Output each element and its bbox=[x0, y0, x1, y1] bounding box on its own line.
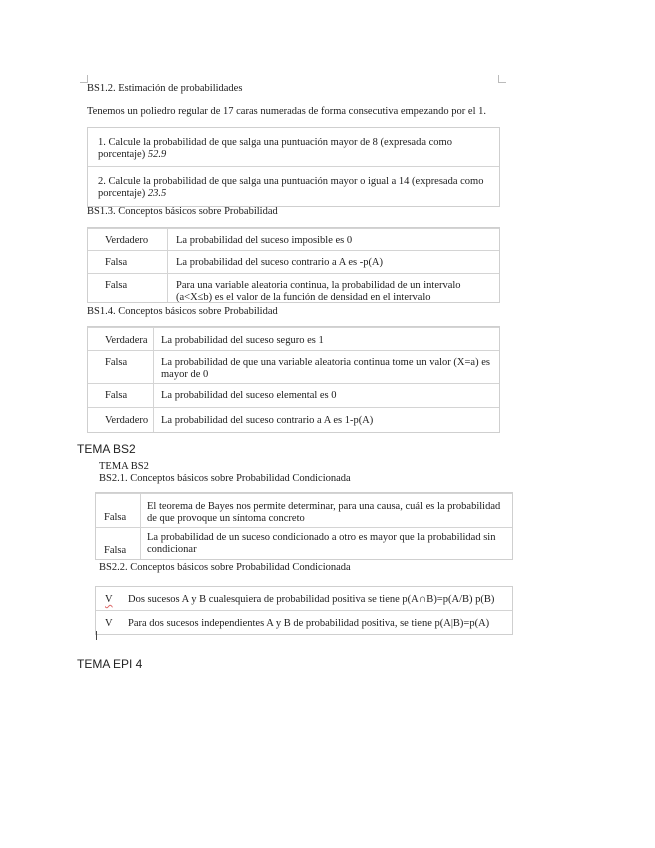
statement-cell: La probabilidad del suceso contrario a A es -p(A) bbox=[176, 257, 384, 268]
statement-cell: Para una variable aleatoria continua, la probabilidad de un intervalo (a<X≤b) es el valor de la función de densidad en el intervalo bbox=[176, 280, 461, 303]
true-false-table-bs21 bbox=[95, 492, 513, 560]
page-corner-mark-left bbox=[80, 75, 88, 83]
table-row bbox=[88, 327, 499, 351]
verdict-cell: Falsa bbox=[105, 257, 128, 268]
statement-cell: La probabilidad de que una variable aleatoria continua tome un valor (X=a) es mayor de 0 bbox=[161, 357, 490, 380]
verdict-cell: V bbox=[105, 618, 113, 629]
question-text bbox=[98, 176, 490, 200]
question-row bbox=[88, 128, 499, 166]
verdict-cell: Falsa bbox=[104, 545, 127, 556]
section-heading-bs13: BS1.3. Conceptos básicos sobre Probabilidad bbox=[87, 206, 278, 217]
table-row bbox=[88, 383, 499, 408]
table-row bbox=[96, 587, 512, 610]
section-heading-bs12: BS1.2. Estimación de probabilidades bbox=[87, 83, 243, 94]
section-heading-bs21: BS2.1. Conceptos básicos sobre Probabilidad Condicionada bbox=[99, 473, 351, 484]
section-heading-bs22: BS2.2. Conceptos básicos sobre Probabilidad Condicionada bbox=[99, 562, 351, 573]
statement-cell: Para dos sucesos independientes A y B de probabilidad positiva, se tiene p(A|B)=p(A) bbox=[128, 618, 490, 629]
table-row bbox=[88, 350, 499, 384]
statement-cell: La probabilidad del suceso elemental es 0 bbox=[161, 390, 337, 401]
question-2-answer: 23.5 bbox=[147, 188, 167, 199]
problem-intro: Tenemos un poliedro regular de 17 caras numeradas de forma consecutiva empezando por el 1. bbox=[87, 106, 486, 117]
text-cursor bbox=[96, 631, 97, 640]
table-row bbox=[96, 527, 512, 560]
verdict-cell: Verdadera bbox=[105, 335, 148, 346]
question-text bbox=[98, 137, 478, 161]
table-row bbox=[88, 273, 499, 303]
verdict-cell: Falsa bbox=[105, 390, 128, 401]
section-heading-bs14: BS1.4. Conceptos básicos sobre Probabilidad bbox=[87, 306, 278, 317]
question-2-text: 2. Calcule la probabilidad de que salga una puntuación mayor o igual a 14 (expresada como porcentaje) bbox=[98, 176, 484, 199]
question-row bbox=[88, 166, 499, 207]
topic-heading-bs2: TEMA BS2 bbox=[77, 442, 136, 456]
topic-heading-epi4: TEMA EPI 4 bbox=[77, 657, 143, 671]
verdict-cell: Falsa bbox=[105, 357, 128, 368]
verdict-cell: Verdadero bbox=[105, 415, 149, 426]
question-box bbox=[87, 127, 500, 207]
table-row bbox=[88, 250, 499, 274]
statement-cell: El teorema de Bayes nos permite determinar, para una causa, cuál es la probabilidad de que provoque un síntoma concreto bbox=[147, 501, 501, 524]
table-row bbox=[96, 610, 512, 635]
table-row bbox=[88, 228, 499, 251]
true-false-table-bs22 bbox=[95, 586, 513, 635]
table-row bbox=[96, 493, 512, 528]
table-row bbox=[88, 407, 499, 433]
statement-cell: Dos sucesos A y B cualesquiera de probabilidad positiva se tiene p(A∩B)=p(A/B) p(B) bbox=[128, 594, 495, 605]
statement-cell: La probabilidad del suceso seguro es 1 bbox=[161, 335, 324, 346]
statement-cell: La probabilidad del suceso contrario a A es 1-p(A) bbox=[161, 415, 374, 426]
true-false-table-bs14 bbox=[87, 326, 500, 433]
verdict-cell: Falsa bbox=[105, 280, 128, 291]
true-false-table-bs13 bbox=[87, 227, 500, 303]
topic-subheading-bs2: TEMA BS2 bbox=[99, 461, 149, 472]
statement-cell: La probabilidad del suceso imposible es 0 bbox=[176, 235, 353, 246]
verdict-cell: Verdadero bbox=[105, 235, 149, 246]
statement-cell: La probabilidad de un suceso condicionado a otro es mayor que la probabilidad sin condicionar bbox=[147, 532, 496, 555]
verdict-cell: Falsa bbox=[104, 512, 127, 523]
page-corner-mark-right bbox=[498, 75, 506, 83]
verdict-cell: V bbox=[105, 594, 113, 605]
question-1-answer: 52.9 bbox=[147, 149, 167, 160]
question-1-text: 1. Calcule la probabilidad de que salga una puntuación mayor de 8 (expresada como porcentaje) bbox=[98, 137, 452, 160]
